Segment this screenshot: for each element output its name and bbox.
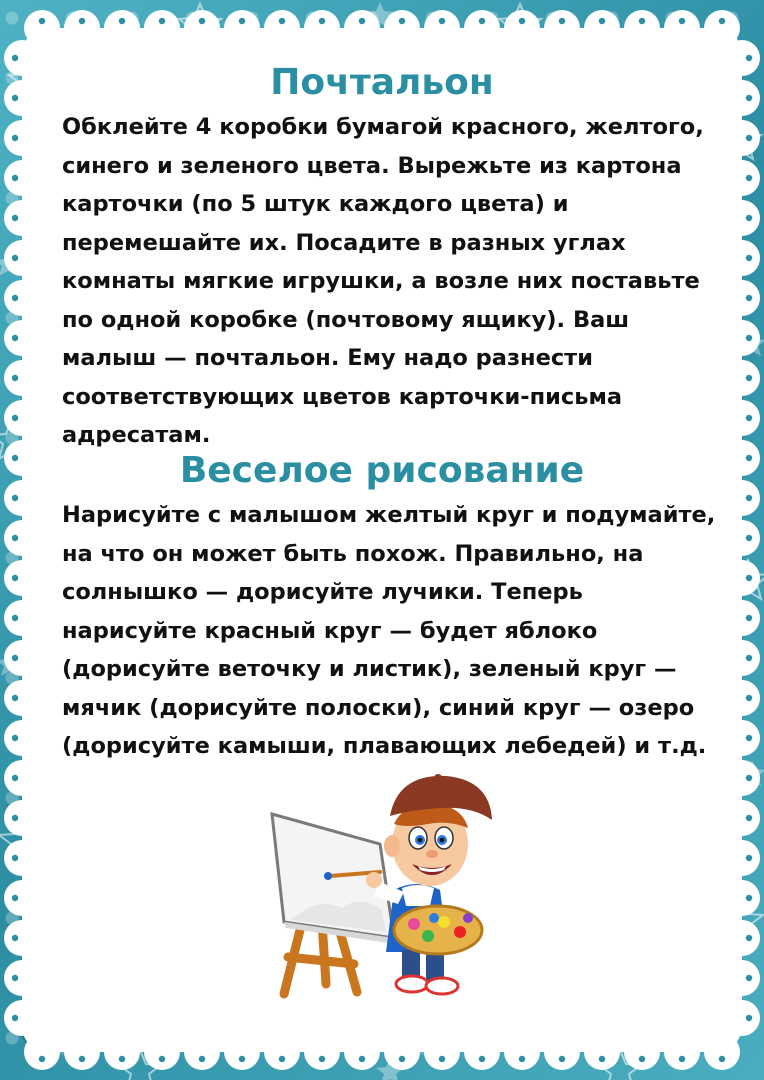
section-text-fun-drawing: Нарисуйте с малышом желтый круг и подумайте, на что он может быть похож. Правильно, на солнышко — дорисуйте лучики. Теперь нарисуйте красный круг — будет яблоко (дорисуйте веточку и листик), зеленый круг — мячик (дорисуйте полоски), синий круг — озеро (дорисуйте камыши, плавающих лебедей) и т.д. [62,502,716,759]
boy-painting-at-easel-icon [262,772,494,1000]
section-text-postman: Обклейте 4 коробки бумагой красного, желтого, синего и зеленого цвета. Вырежьте из картона карточки (по 5 штук каждого цвета) и перемешайте их. Посадите в разных углах комнаты мягкие игрушки, а возле них поставьте по одной коробке (почтовому ящику). Ваш малыш — почтальон. Ему надо разнести соответствующих цветов карточки-письма адресатам. [62,114,704,448]
section-title-postman: Почтальон [270,62,494,103]
section-title-fun-drawing: Веселое рисование [179,450,585,491]
